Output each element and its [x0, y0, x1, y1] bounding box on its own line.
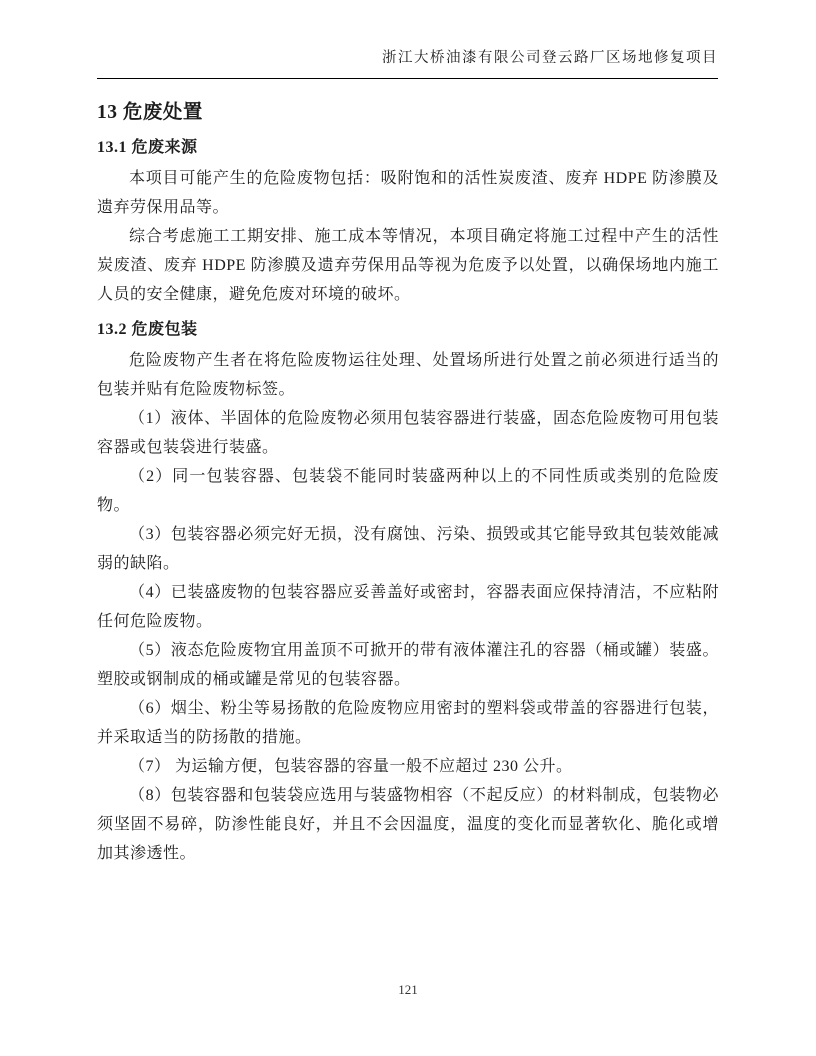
section-title-13-2: 13.2 危废包装 — [97, 321, 198, 338]
chapter-title: 13 危废处置 — [97, 102, 203, 123]
page-number: 121 — [398, 982, 418, 997]
paragraph: （7） 为运输方便，包装容器的容量一般不应超过 230 公升。 — [129, 758, 573, 775]
paragraph: （6）烟尘、粉尘等易扬散的危险废物应用密封的塑料袋或带盖的容器进行包装，并采取适当的防扬散的措施。 — [97, 700, 719, 746]
paragraph: 危险废物产生者在将危险废物运往处理、处置场所进行处置之前必须进行适当的包装并贴有危险废物标签。 — [97, 352, 719, 398]
paragraph: 综合考虑施工工期安排、施工成本等情况，本项目确定将施工过程中产生的活性炭废渣、废弃 HDPE 防渗膜及遗弃劳保用品等视为危废予以处置，以确保场地内施工人员的安全健康，避免危废对环境的破坏。 — [97, 228, 719, 303]
paragraph: （2）同一包装容器、包装袋不能同时装盛两种以上的不同性质或类别的危险废物。 — [97, 468, 719, 514]
header-rule — [97, 78, 718, 79]
header-title: 浙江大桥油漆有限公司登云路厂区场地修复项目 — [382, 50, 718, 66]
page-header — [97, 46, 718, 67]
paragraph: 本项目可能产生的危险废物包括：吸附饱和的活性炭废渣、废弃 HDPE 防渗膜及遗弃劳保用品等。 — [97, 170, 719, 216]
paragraph: （3）包装容器必须完好无损，没有腐蚀、污染、损毁或其它能导致其包装效能减弱的缺陷。 — [97, 526, 719, 572]
paragraph: （8）包装容器和包装袋应选用与装盛物相容（不起反应）的材料制成，包装物必须坚固不易碎，防渗性能良好，并且不会因温度，温度的变化而显著软化、脆化或增加其渗透性。 — [97, 787, 719, 862]
section-title-13-1: 13.1 危废来源 — [97, 139, 198, 156]
document-body — [97, 86, 719, 868]
paragraph: （5）液态危险废物宜用盖顶不可掀开的带有液体灌注孔的容器（桶或罐）装盛。塑胶或钢制成的桶或罐是常见的包装容器。 — [97, 642, 719, 688]
paragraph: （4）已装盛废物的包装容器应妥善盖好或密封，容器表面应保持清洁，不应粘附任何危险废物。 — [97, 584, 719, 630]
paragraph: （1）液体、半固体的危险废物必须用包装容器进行装盛，固态危险废物可用包装容器或包装袋进行装盛。 — [97, 410, 719, 456]
